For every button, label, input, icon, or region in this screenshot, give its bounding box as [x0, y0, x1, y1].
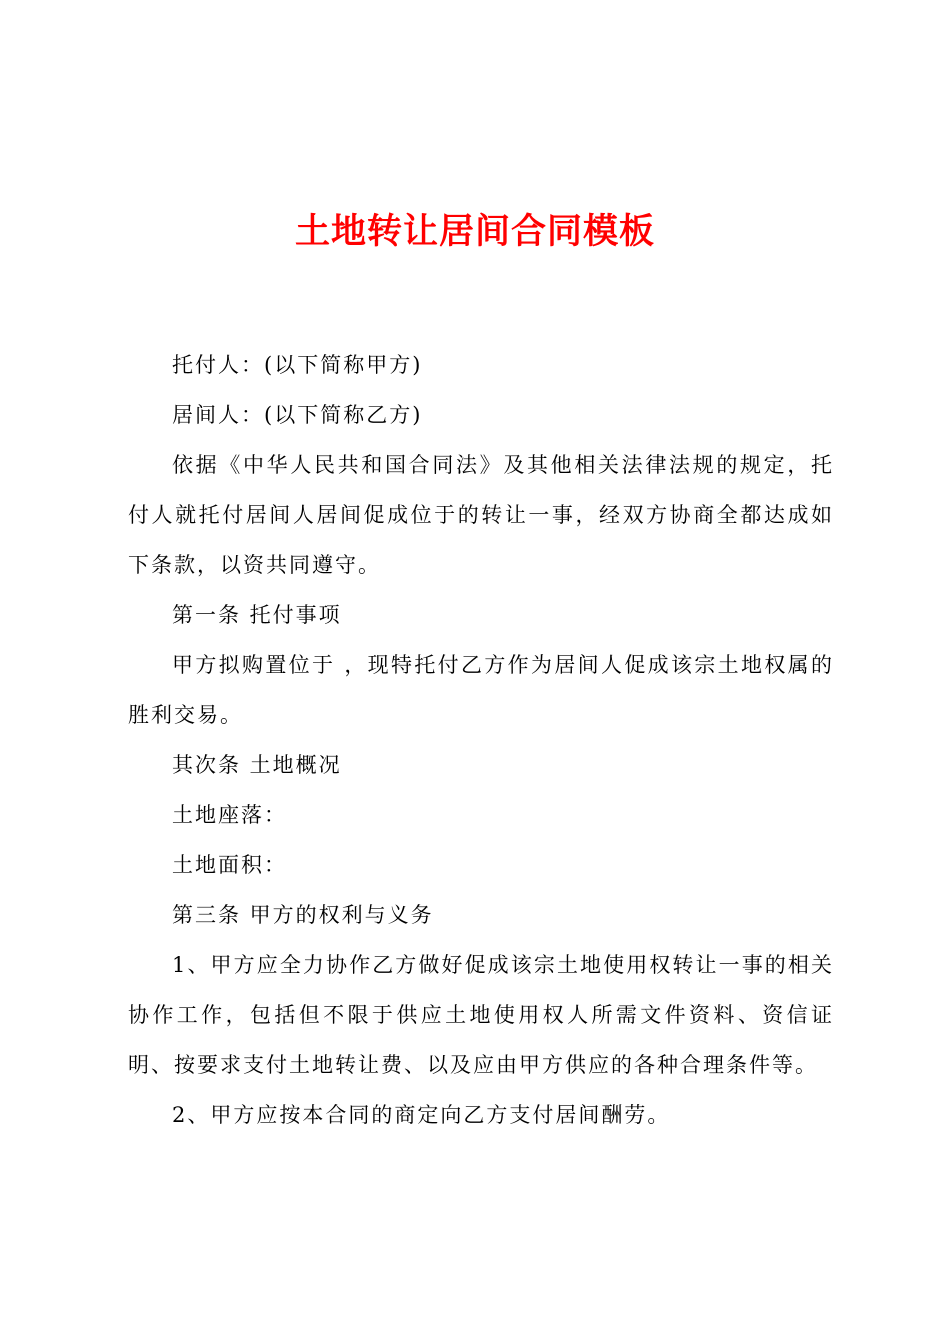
land-location: 土地座落：	[172, 803, 287, 827]
paragraph-preamble: 依据《中华人民共和国合同法》及其他相关法律法规的规定，托付人就托付居间人居间促成位于的转让一事，经双方协商全都达成如下条款，以资共同遵守。	[128, 453, 834, 577]
article-2-heading: 其次条 土地概况	[172, 753, 342, 777]
article-3-clause-1: 1、甲方应全力协作乙方做好促成该宗土地使用权转让一事的相关协作工作，包括但不限于供应土地使用权人所需文件资料、资信证明、按要求支付土地转让费、以及应由甲方供应的各种合理条件等。	[128, 953, 834, 1077]
land-area: 土地面积：	[172, 853, 287, 877]
article-3-heading: 第三条 甲方的权利与义务	[172, 903, 434, 927]
article-1-content: 甲方拟购置位于 ，现特托付乙方作为居间人促成该宗土地权属的胜利交易。	[128, 653, 834, 727]
article-3-clause-2: 2、甲方应按本合同的商定向乙方支付居间酬劳。	[172, 1103, 671, 1127]
document-body	[128, 340, 834, 1140]
document-title: 土地转让居间合同模板	[294, 211, 655, 252]
article-1-heading: 第一条 托付事项	[172, 603, 342, 627]
paragraph-principal: 托付人：(以下简称甲方)	[172, 353, 423, 377]
paragraph-intermediary: 居间人：(以下简称乙方)	[172, 403, 423, 427]
